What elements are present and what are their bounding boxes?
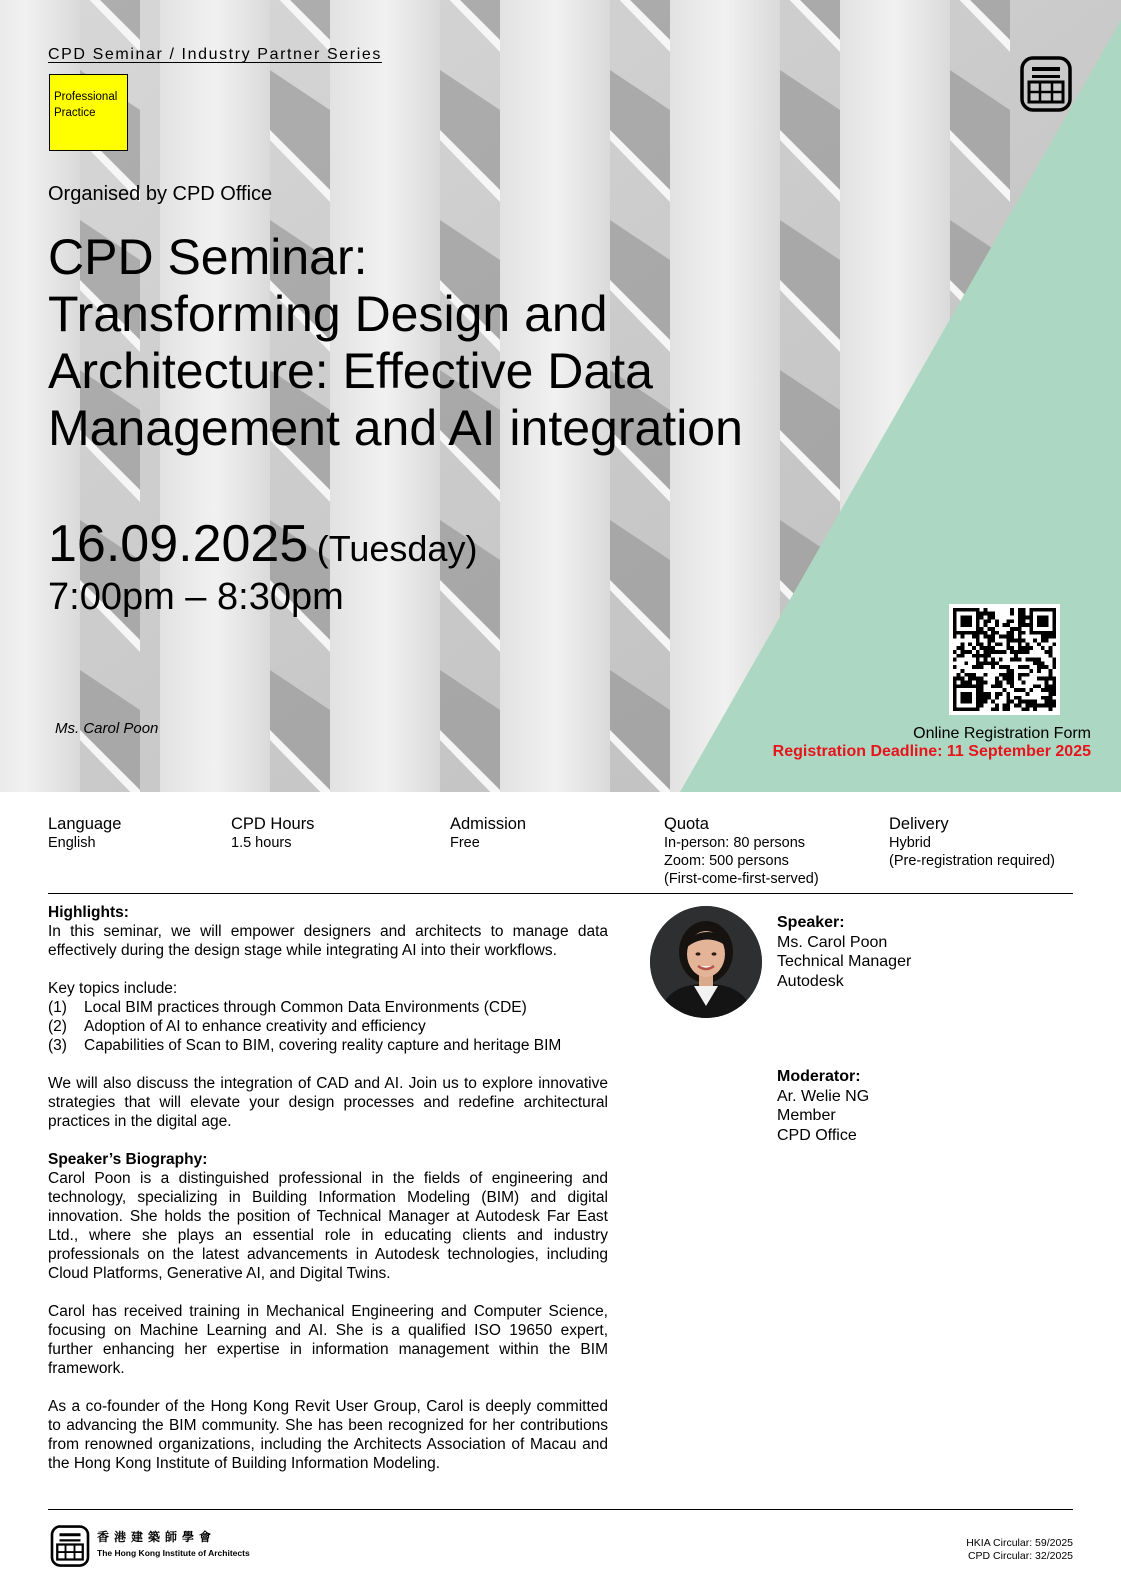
- badge-line: Practice: [54, 107, 96, 119]
- list-item: [48, 1036, 608, 1055]
- title-line: Management and AI integration: [48, 400, 743, 456]
- info-label: Language: [48, 815, 122, 833]
- weekday: (Tuesday): [316, 528, 478, 569]
- date-value: 16.09.2025: [48, 515, 309, 573]
- highlights-heading: Highlights:: [48, 904, 129, 921]
- info-value: 1.5 hours: [231, 835, 292, 851]
- seminar-title: [48, 229, 848, 457]
- info-label: Admission: [450, 815, 527, 833]
- info-value: English: [48, 835, 96, 851]
- info-value: (Pre-registration required): [889, 853, 1056, 869]
- info-value: Free: [450, 835, 480, 851]
- biography-heading: Speaker’s Biography:: [48, 1151, 208, 1168]
- moderator-name: Ar. Welie NG: [777, 1087, 870, 1105]
- hero-banner: [0, 0, 1121, 792]
- topic-text: Capabilities of Scan to BIM, covering reality capture and heritage BIM: [84, 1037, 562, 1054]
- topic-number: (1): [48, 999, 67, 1016]
- title-line: Transforming Design and: [48, 286, 608, 342]
- moderator-role: Member: [777, 1107, 836, 1124]
- title-line: Architecture: Effective Data: [48, 343, 653, 399]
- description-column: [48, 903, 608, 1473]
- registration-deadline: Registration Deadline: 11 September 2025: [772, 743, 1091, 760]
- badge-line: Professional: [54, 91, 118, 103]
- topic-text: Adoption of AI to enhance creativity and efficiency: [84, 1018, 426, 1035]
- highlights-closing: We will also discuss the integration of CAD and AI. Join us to explore innovative strategies that will elevate your design processes and redefine architectural practices in the digital age.: [48, 1075, 608, 1130]
- moderator-heading: Moderator:: [777, 1068, 861, 1085]
- topic-number: (2): [48, 1018, 67, 1035]
- topic-text: Local BIM practices through Common Data Environments (CDE): [84, 999, 527, 1016]
- info-label: CPD Hours: [231, 815, 315, 833]
- hero-speaker-name: Ms. Carol Poon: [55, 720, 159, 737]
- topics-intro: Key topics include:: [48, 980, 178, 997]
- registration-qr-code[interactable]: [949, 604, 1060, 715]
- info-delivery: [889, 814, 1055, 870]
- info-cpd-hours: [231, 814, 314, 852]
- event-time: 7:00pm – 8:30pm: [48, 576, 344, 618]
- hkia-logo-icon: [49, 1525, 91, 1567]
- speaker-role: Technical Manager: [777, 953, 912, 970]
- info-label: Quota: [664, 815, 709, 833]
- list-item: [48, 998, 608, 1017]
- speaker-name: Ms. Carol Poon: [777, 933, 888, 951]
- info-label: Delivery: [889, 815, 949, 833]
- info-value: Hybrid: [889, 835, 931, 851]
- speaker-info: [777, 913, 911, 991]
- info-value: (First-come-first-served): [664, 871, 819, 887]
- info-quota: [664, 814, 819, 888]
- divider: [48, 893, 1073, 894]
- registration-form-link[interactable]: Online Registration Form: [913, 725, 1091, 742]
- biography-paragraph: As a co-founder of the Hong Kong Revit User Group, Carol is deeply committed to advancing the BIM community. She has been recognized for her contributions from renowned organizations, including the Architects Association of Macau and the Hong Kong Institute of Building Information Modeling.: [48, 1398, 608, 1472]
- info-value: Zoom: 500 persons: [664, 853, 789, 869]
- organiser: Organised by CPD Office: [48, 183, 273, 205]
- org-name-english: The Hong Kong Institute of Architects: [97, 1548, 250, 1558]
- moderator-org: CPD Office: [777, 1126, 857, 1144]
- moderator-info: [777, 1067, 869, 1145]
- speaker-avatar: [650, 906, 762, 1018]
- info-language: [48, 814, 121, 852]
- info-admission: [450, 814, 526, 852]
- category-badge: [49, 74, 128, 151]
- info-value: In-person: 80 persons: [664, 835, 806, 851]
- event-date: [48, 514, 477, 574]
- speaker-heading: Speaker:: [777, 914, 845, 931]
- topic-number: (3): [48, 1037, 67, 1054]
- biography-paragraph: Carol has received training in Mechanical Engineering and Computer Science, focusing on Machine Learning and AI. She is a qualified ISO 19650 expert, further enhancing her expertise in information management within the BIM framework.: [48, 1303, 608, 1377]
- event-info-row: [48, 814, 1073, 887]
- speaker-org: Autodesk: [777, 972, 844, 990]
- org-name-chinese: 香港建築師學會: [97, 1530, 217, 1544]
- hkia-logo-icon: [1020, 56, 1072, 112]
- cpd-circular: CPD Circular: 32/2025: [967, 1550, 1073, 1562]
- circular-numbers: [966, 1537, 1073, 1563]
- list-item: [48, 1017, 608, 1036]
- series-title: CPD Seminar / Industry Partner Series: [48, 46, 382, 63]
- title-line: CPD Seminar:: [48, 229, 368, 285]
- biography-paragraph: Carol Poon is a distinguished professional in the fields of engineering and technology, specializing in Building Information Modeling (BIM) and digital innovation. She holds the position of Technical Manager at Autodesk Far East Ltd., where she plays an essential role in educating clients and industry professionals on the latest advancements in Autodesk technologies, including Cloud Platforms, Generative AI, and Digital Twins.: [48, 1170, 608, 1282]
- divider: [48, 1509, 1073, 1510]
- hkia-circular: HKIA Circular: 59/2025: [966, 1537, 1073, 1549]
- highlights-intro: In this seminar, we will empower designers and architects to manage data effectively during the design stage while integrating AI into their workflows.: [48, 923, 608, 959]
